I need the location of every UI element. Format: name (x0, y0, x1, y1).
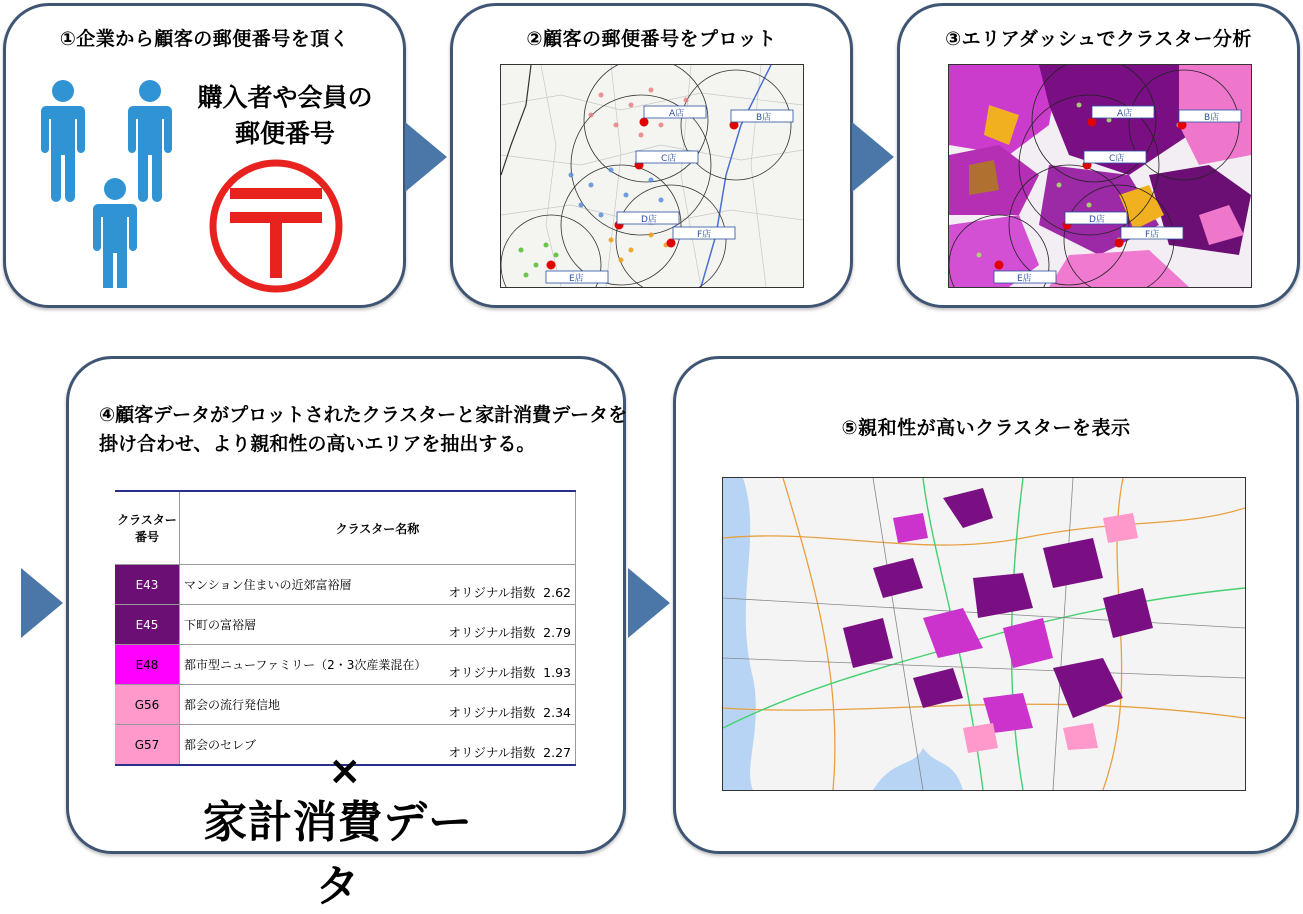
table-row (115, 565, 576, 605)
step3-card (897, 3, 1300, 308)
cluster-analysis-map (948, 64, 1252, 288)
header-cluster-code: クラスター番号 (115, 491, 180, 565)
table-header-row (115, 491, 576, 565)
cluster-code: E45 (115, 605, 180, 645)
index-label: オリジナル指数 (448, 625, 536, 640)
cluster-name: 下町の富裕層 (180, 605, 440, 645)
postal-mark-icon (206, 156, 346, 300)
step1-title: ①企業から顧客の郵便番号を頂く (59, 28, 350, 50)
person-icon (128, 80, 172, 202)
index-value: 2.34 (543, 705, 571, 720)
postal-code-caption-line1: 購入者や会員の (197, 83, 373, 112)
cluster-name: マンション住まいの近郊富裕層 (180, 565, 440, 605)
cluster-name: 都会の流行発信地 (180, 685, 440, 725)
index-label: オリジナル指数 (448, 705, 536, 720)
cluster-name: 都会のセレブ (180, 725, 440, 766)
step5-card (673, 356, 1299, 854)
store-label: A店 (1117, 109, 1133, 119)
store-label: E店 (569, 274, 584, 284)
cluster-code: G56 (115, 685, 180, 725)
step3-title: ③エリアダッシュでクラスター分析 (945, 28, 1252, 50)
household-consumption-label: 家計消費データ (203, 797, 473, 912)
store-label: C店 (661, 154, 677, 164)
times-sign: × (328, 748, 362, 794)
table-row (115, 605, 576, 645)
store-label: F店 (1145, 230, 1160, 240)
postal-code-caption (182, 80, 388, 152)
store-label: B店 (756, 113, 772, 123)
index-label: オリジナル指数 (448, 745, 536, 760)
person-icon (93, 178, 137, 288)
arrow-right-icon (628, 568, 670, 638)
person-icon (41, 80, 85, 202)
store-label: D店 (641, 215, 657, 225)
table-row (115, 645, 576, 685)
customers-illustration (36, 78, 186, 288)
cluster-index (440, 685, 576, 725)
arrow-right-icon (852, 122, 894, 192)
index-value: 2.79 (543, 625, 571, 640)
cluster-code: E48 (115, 645, 180, 685)
store-label: E店 (1017, 274, 1032, 284)
step2-title: ②顧客の郵便番号をプロット (526, 28, 777, 50)
step5-title: ⑤親和性が高いクラスターを表示 (841, 417, 1131, 439)
step2-card (450, 3, 853, 308)
cluster-code: E43 (115, 565, 180, 605)
index-label: オリジナル指数 (448, 585, 536, 600)
arrow-right-icon (405, 122, 447, 192)
cluster-index (440, 565, 576, 605)
step4-title: ④顧客データがプロットされたクラスターと家計消費データを掛け合わせ、より親和性の高いエリアを抽出する。 (99, 404, 628, 455)
store-label: F店 (697, 230, 712, 240)
index-value: 2.27 (543, 745, 571, 760)
cluster-name: 都市型ニューファミリー（2・3次産業混在） (180, 645, 440, 685)
cluster-index (440, 605, 576, 645)
cluster-index (440, 725, 576, 766)
cluster-index (440, 645, 576, 685)
cluster-table (115, 490, 576, 766)
index-label: オリジナル指数 (448, 665, 536, 680)
cluster-code: G57 (115, 725, 180, 766)
header-cluster-name: クラスター名称 (180, 491, 576, 565)
postal-code-caption-line2: 郵便番号 (234, 119, 335, 148)
store-label: C店 (1109, 154, 1125, 164)
table-row (115, 685, 576, 725)
store-label: A店 (669, 109, 685, 119)
index-value: 1.93 (543, 665, 571, 680)
index-value: 2.62 (543, 585, 571, 600)
step1-card (3, 3, 406, 308)
high-affinity-cluster-map (722, 477, 1246, 791)
store-label: B店 (1204, 113, 1220, 123)
store-label: D店 (1089, 215, 1105, 225)
customer-plot-map (500, 64, 804, 288)
arrow-right-icon (21, 568, 63, 638)
